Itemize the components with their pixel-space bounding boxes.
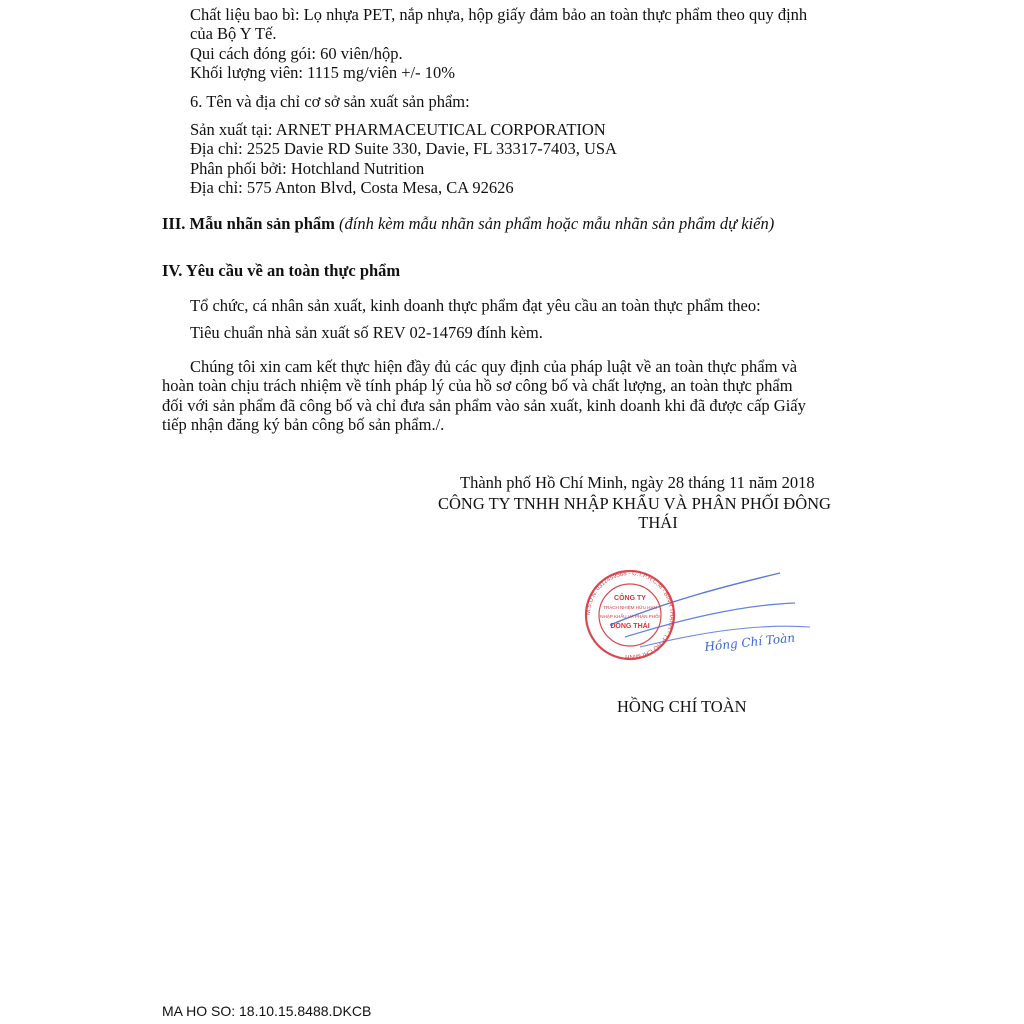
packaging-spec: Qui cách đóng gói: 60 viên/hộp. (190, 44, 403, 63)
section-6-heading: 6. Tên và địa chỉ cơ sở sản xuất sản phẩm: (190, 92, 470, 111)
stamp-outer-text: M.S.D.N: 0312459568 - C.T.P.H.C.M - BÌNH THẠNH - T.P HỒ CHÍ MINH (585, 570, 675, 660)
commitment-line-2: hoàn toàn chịu trách nhiệm về tính pháp lý của hồ sơ công bố và chất lượng, an toàn thực phẩm (162, 376, 793, 395)
packaging-material-line-1: Chất liệu bao bì: Lọ nhựa PET, nắp nhựa, hộp giấy đảm bảo an toàn thực phẩm theo quy định (190, 5, 808, 24)
company-stamp-and-signature (580, 565, 830, 675)
signer-name: HỒNG CHÍ TOÀN (617, 697, 747, 716)
commitment-line-4: tiếp nhận đăng ký bản công bố sản phẩm./. (162, 415, 445, 434)
commitment-line-3: đối với sản phẩm đã công bố và chỉ đưa sản phẩm vào sản xuất, kinh doanh khi đã được cấp Giấy (162, 396, 806, 415)
document-code: MA HO SO: 18.10.15.8488.DKCB (162, 1003, 372, 1019)
section-4-line-2: Tiêu chuẩn nhà sản xuất số REV 02-14769 đính kèm. (190, 323, 543, 342)
date-place: Thành phố Hồ Chí Minh, ngày 28 tháng 11 năm 2018 (460, 473, 815, 492)
section-4-heading: IV. Yêu cầu về an toàn thực phẩm (162, 261, 401, 280)
manufacturer-address: Địa chỉ: 2525 Davie RD Suite 330, Davie, FL 33317-7403, USA (190, 139, 617, 158)
packaging-material-line-2: của Bộ Y Tế. (190, 24, 277, 43)
company-name-line-2: THÁI (638, 513, 678, 532)
company-name-line-1: CÔNG TY TNHH NHẬP KHẨU VÀ PHÂN PHỐI ĐÔNG (438, 494, 831, 513)
handwritten-signature: Hồng Chí Toàn (703, 630, 796, 654)
section-4-line-1: Tổ chức, cá nhân sản xuất, kinh doanh thực phẩm đạt yêu cầu an toàn thực phẩm theo: (190, 296, 761, 315)
manufacturer: Sản xuất tại: ARNET PHARMACEUTICAL CORPORATION (190, 120, 606, 139)
section-3 (162, 214, 774, 233)
section-3-note: (đính kèm mẫu nhãn sản phẩm hoặc mẫu nhãn sản phẩm dự kiến) (339, 214, 775, 233)
stamp-line-3: NHẬP KHẨU VÀ PHÂN PHỐI (600, 614, 660, 619)
stamp-line-1: CÔNG TY (614, 595, 646, 602)
commitment-line-1: Chúng tôi xin cam kết thực hiện đầy đủ các quy định của pháp luật về an toàn thực phẩm và (190, 357, 798, 376)
distributor: Phân phối bởi: Hotchland Nutrition (190, 159, 425, 178)
tablet-weight: Khối lượng viên: 1115 mg/viên +/- 10% (190, 63, 455, 82)
stamp-seal-icon (580, 565, 830, 675)
stamp-line-4: ĐÔNG THÁI (610, 623, 650, 630)
section-3-heading: III. Mẫu nhãn sản phẩm (162, 214, 335, 233)
stamp-line-2: TRÁCH NHIỆM HỮU HẠN (603, 605, 657, 610)
distributor-address: Địa chỉ: 575 Anton Blvd, Costa Mesa, CA 92626 (190, 178, 514, 197)
